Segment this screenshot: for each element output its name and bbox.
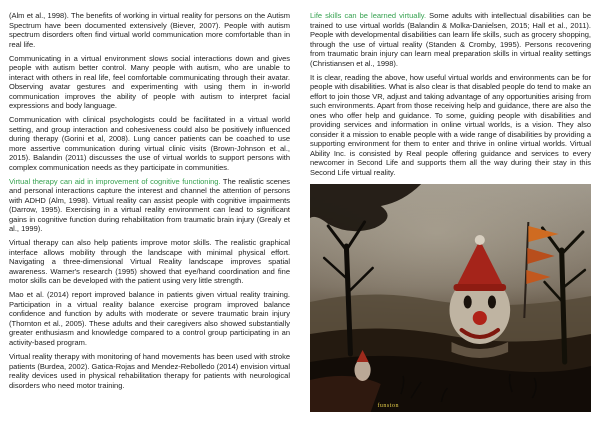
paragraph-text: Virtual therapy can also help patients improve motor skills. The realistic graphical interface allows mobility through the landscape with minimal physical effort. Navigating a three-dimensional Virtual Reality landscape improves spatial awareness. Warner's research (1995) showed that eye/hand coordination and fine motor skills can be developed with the patient using very little strength. [9,238,290,286]
lead-sentence: Life skills can be learned virtually. [310,11,427,20]
paragraph [9,11,290,49]
paragraph-text: (Alm et al., 1998). The benefits of working in virtual reality for persons on the Autism Spectrum have been documented extensively (Biever, 2007). People with autism spectrum disorders often find virtual world communication more comfortable than in real life. [9,11,290,49]
scene-illustration [310,184,591,412]
paragraph [9,352,290,390]
paragraph-text: Some adults with intellectual disabilities can be trained to use virtual worlds (Balandin & Molka-Danielsen, 2015; Hall et al., 2011). People with developmental disabilities can learn life skills, such as grocery shopping, through the use of virtual reality (Standen & Cromby, 1995). Persons recovering from traumatic brain injury can learn meal preparation skills in virtual reality settings (Christiansen et al., 1998). [310,11,591,68]
paragraph [9,290,290,347]
paragraph [9,177,290,234]
paragraph [9,115,290,172]
paragraph-text: The realistic scenes and personal interactions capture the interest and channel the attention of persons with ADHD (Alm, 1998). Virtual reality can assist people with cognitive impairments (Darrow, 1995). Exercising in a virtual reality environment can lead to significant gains in cognitive function during rehabilitation from traumatic brain injury (Grealy et al., 1999). [9,176,291,234]
paragraph-text: Mao et al. (2014) report improved balance in patients given virtual reality training. Participation in a virtual reality balance exercise program improved balance confidence and function by adults with moderate or severe traumatic brain injury (Thornton et al., 2005). These adults and their caregivers also showed substantially greater enthusiasm and knowledge compared to a control group participating in an activity-based program. [9,290,290,347]
paragraph [9,54,290,111]
lead-sentence: Virtual therapy can aid in improvement of cognitive functioning. [9,176,221,186]
image-watermark: funston [377,403,399,410]
right-column [310,11,591,416]
paragraph [9,238,290,286]
paragraph [310,73,591,178]
left-column [9,11,290,416]
paragraph-text: Communication with clinical psychologists could be facilitated in a virtual world setting, and group interaction and cohesiveness could also be positively influenced during therapy (Gorini et al, 2008). Lung cancer patients can be coached to use more assertive communication during virtual clinic visits (Brown-Johnson et al., 2015). Balandin (2011) discusses the use of virtual worlds to support persons with complex communication needs as they participate in communities. [9,115,290,172]
virtual-world-figure [310,184,591,412]
paragraph-text: Communicating in a virtual environment slows social interactions down and gives people with autism better control. Many people with autism, who are unable to interact with others in real life, feel comfortable communicating through their avatar. Observing avatar gestures and experimenting with using them in in-world communication improves the ability of people with autism to interpret facial expressions and body language. [9,53,290,111]
paragraph [310,11,591,68]
paragraph-text: It is clear, reading the above, how useful virtual worlds and environments can be for people with disabilities. What is also clear is that disabled people do tend to make an effort to join those VR, adjust and taking advantage of any opportunities arising from such environments. Apart from those receiving help and guidance, there are also the ones who offer help and guidance. To some, guiding people with disabilities and providing services and information in online virtual worlds, is a vision. They also consider it a mission to enable people with a wide range of disabilities by providing a supporting environment for them to enter and thrive in online virtual worlds. Virtual Ability Inc. is consisted by Real people offering guidance and services to every newcomer in Second Life and supports them all the way during their stay in this Second Life virtual reality. [310,72,591,177]
paragraph-text: Virtual reality therapy with monitoring of hand movements has been used with stroke patients (Burdea, 2002). Gatica-Rojas and Mendez-Rebolledo (2014) envision virtual reality devices used in physical rehabilitation therapy for patients with neurological disorders who need motor training. [9,352,290,390]
rust-patch [310,376,381,412]
